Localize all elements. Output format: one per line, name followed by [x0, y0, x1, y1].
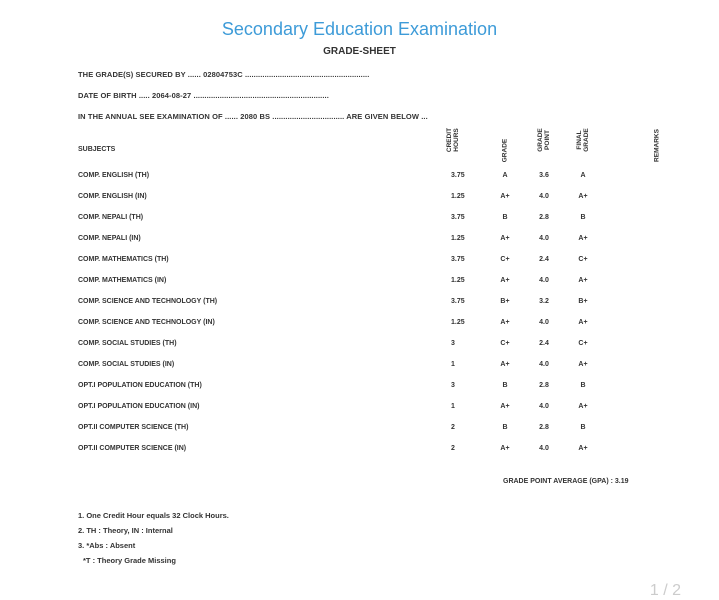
subject-cell: COMP. SOCIAL STUDIES (IN) [78, 361, 175, 368]
subject-cell: COMP. ENGLISH (IN) [78, 193, 147, 200]
credit-cell: 1.25 [451, 235, 465, 242]
credit-cell: 3.75 [451, 172, 465, 179]
secured-by-value: 02804753C [203, 70, 243, 79]
subject-cell: COMP. MATHEMATICS (IN) [78, 277, 167, 284]
grade-point-cell: 3.2 [539, 298, 549, 305]
grade-cell: B [502, 214, 508, 221]
final-grade-cell: B [580, 382, 586, 389]
final-grade-cell: B [580, 214, 586, 221]
grade-cell: A+ [500, 277, 510, 284]
grade-cell: C+ [500, 256, 510, 263]
grade-cell: A+ [500, 445, 510, 452]
credit-cell: 1.25 [451, 277, 465, 284]
subject-cell: COMP. ENGLISH (TH) [78, 172, 150, 179]
table-row [0, 319, 719, 333]
grade-point-cell: 4.0 [539, 361, 549, 368]
grade-cell: B [502, 424, 508, 431]
grade-point-cell: 2.4 [539, 256, 549, 263]
grade-point-cell: 4.0 [539, 403, 549, 410]
final-grade-cell: A+ [578, 193, 588, 200]
subject-cell: OPT.I POPULATION EDUCATION (IN) [78, 403, 200, 410]
note-3: 3. *Abs : Absent [78, 541, 136, 550]
final-grade-cell: A+ [578, 319, 588, 326]
document-subtitle: GRADE-SHEET [323, 46, 396, 57]
table-row [0, 256, 719, 270]
header-grade: GRADE [501, 138, 509, 163]
final-grade-cell: A+ [578, 445, 588, 452]
subject-cell: OPT.II COMPUTER SCIENCE (TH) [78, 424, 189, 431]
gpa-text: GRADE POINT AVERAGE (GPA) : 3.19 [503, 478, 629, 485]
secured-by-label: THE GRADE(S) SECURED BY [78, 70, 186, 79]
table-row [0, 382, 719, 396]
grade-cell: A [502, 172, 508, 179]
credit-cell: 2 [451, 424, 455, 431]
credit-cell: 1.25 [451, 193, 465, 200]
subject-cell: COMP. SCIENCE AND TECHNOLOGY (IN) [78, 319, 215, 326]
grade-point-cell: 3.6 [539, 172, 549, 179]
grade-cell: B+ [500, 298, 510, 305]
note-4: *T : Theory Grade Missing [83, 556, 176, 565]
grade-point-cell: 4.0 [539, 277, 549, 284]
credit-cell: 3.75 [451, 214, 465, 221]
note-2: 2. TH : Theory, IN : Internal [78, 526, 173, 535]
table-row [0, 424, 719, 438]
subject-cell: COMP. NEPALI (IN) [78, 235, 141, 242]
note-1: 1. One Credit Hour equals 32 Clock Hours. [78, 511, 229, 520]
grade-point-cell: 4.0 [539, 319, 549, 326]
header-credit-hours: CREDIT HOURS [446, 127, 460, 153]
dob-line: DATE OF BIRTH ..... 2064-08-27 .............................................................. [78, 91, 329, 100]
subject-cell: COMP. NEPALI (TH) [78, 214, 144, 221]
subject-cell: OPT.II COMPUTER SCIENCE (IN) [78, 445, 187, 452]
subject-cell: OPT.I POPULATION EDUCATION (TH) [78, 382, 202, 389]
final-grade-cell: C+ [578, 256, 588, 263]
exam-line: IN THE ANNUAL SEE EXAMINATION OF ...... 2080 BS ................................. ARE GIVEN BELOW ... [78, 112, 428, 121]
dob-value: 2064-08-27 [151, 91, 192, 100]
final-grade-cell: A+ [578, 403, 588, 410]
grade-point-cell: 2.8 [539, 382, 549, 389]
credit-cell: 1.25 [451, 319, 465, 326]
table-row [0, 403, 719, 417]
grade-cell: A+ [500, 193, 510, 200]
grade-cell: C+ [500, 340, 510, 347]
credit-cell: 3.75 [451, 298, 465, 305]
final-grade-cell: C+ [578, 340, 588, 347]
final-grade-cell: B+ [578, 298, 588, 305]
credit-cell: 2 [451, 445, 455, 452]
header-remarks: REMARKS [653, 129, 661, 162]
grade-point-cell: 4.0 [539, 445, 549, 452]
final-grade-cell: A [580, 172, 586, 179]
table-row [0, 298, 719, 312]
grade-point-cell: 2.8 [539, 214, 549, 221]
table-row [0, 445, 719, 459]
grade-point-cell: 2.8 [539, 424, 549, 431]
final-grade-cell: A+ [578, 277, 588, 284]
document-title: Secondary Education Examination [221, 19, 498, 39]
grade-cell: A+ [500, 319, 510, 326]
secured-by-line: THE GRADE(S) SECURED BY ...... 02804753C ......................................................... [78, 70, 370, 79]
final-grade-cell: A+ [578, 361, 588, 368]
page-indicator: 1 / 2 [649, 582, 681, 599]
credit-cell: 1 [451, 361, 455, 368]
table-row [0, 340, 719, 354]
header-grade-point: GRADE POINT [537, 128, 551, 152]
grade-cell: A+ [500, 235, 510, 242]
header-final-grade: FINAL GRADE [576, 128, 590, 152]
final-grade-cell: B [580, 424, 586, 431]
grade-point-cell: 4.0 [539, 235, 549, 242]
dob-label: DATE OF BIRTH [78, 91, 137, 100]
table-row [0, 277, 719, 291]
credit-cell: 3 [451, 340, 455, 347]
subject-cell: COMP. SOCIAL STUDIES (TH) [78, 340, 177, 347]
grade-cell: A+ [500, 361, 510, 368]
credit-cell: 1 [451, 403, 455, 410]
exam-suffix: ARE GIVEN BELOW [346, 112, 420, 121]
grade-cell: A+ [500, 403, 510, 410]
credit-cell: 3.75 [451, 256, 465, 263]
table-row [0, 172, 719, 186]
subject-cell: COMP. MATHEMATICS (TH) [78, 256, 169, 263]
exam-label: IN THE ANNUAL SEE EXAMINATION OF [78, 112, 223, 121]
table-row [0, 193, 719, 207]
credit-cell: 3 [451, 382, 455, 389]
table-row [0, 235, 719, 249]
grade-cell: B [502, 382, 508, 389]
grade-point-cell: 2.4 [539, 340, 549, 347]
final-grade-cell: A+ [578, 235, 588, 242]
header-subjects: SUBJECTS [78, 146, 116, 153]
grade-point-cell: 4.0 [539, 193, 549, 200]
table-row [0, 214, 719, 228]
exam-value: 2080 BS [240, 112, 271, 121]
subject-cell: COMP. SCIENCE AND TECHNOLOGY (TH) [78, 298, 218, 305]
table-row [0, 361, 719, 375]
